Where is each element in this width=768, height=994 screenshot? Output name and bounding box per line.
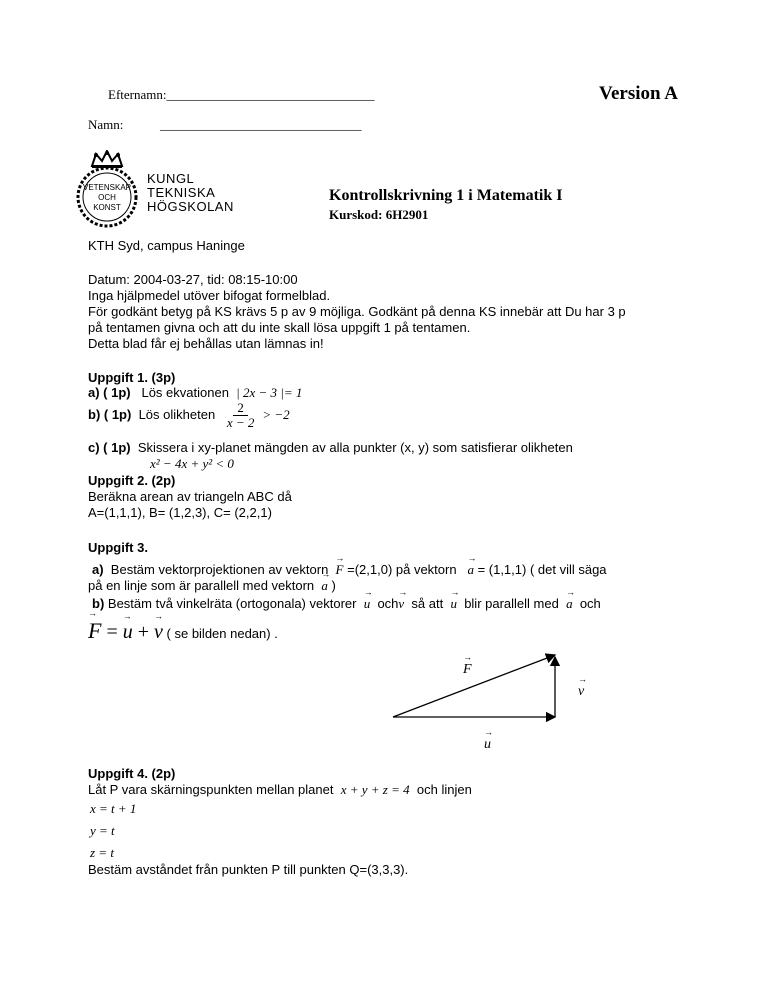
task4-heading: Uppgift 4. (2p) (88, 766, 176, 781)
task2-line1: Beräkna arean av triangeln ABC då (88, 489, 292, 504)
task3-a-line2: på en linje som är parallell med vektorn → a ) (88, 578, 336, 594)
task1-c: c) ( 1p) Skissera i xy-planet mängden av alla punkter (x, y) som satisfierar olikheten (88, 440, 573, 455)
aids-text: Inga hjälpmedel utöver bifogat formelblad. (88, 288, 331, 303)
task3-b-line: b) Bestäm två vinkelräta (ortogonala) vektorer → u och→ v så att → u blir parallell med → a och (92, 596, 601, 612)
task2-line2: A=(1,1,1), B= (1,2,3), C= (2,2,1) (88, 505, 272, 520)
task3-equation: → F = → u + → v ( se bilden nedan) . (88, 617, 278, 645)
task4-eq-y: y = t (90, 823, 115, 838)
task1-a: a) ( 1p) Lös ekvationen | 2x − 3 |= 1 (88, 385, 303, 400)
return-text: Detta blad får ej behållas utan lämnas in! (88, 336, 324, 351)
namn-label: Namn: (88, 117, 124, 132)
namn-line[interactable]: _______________________________ (160, 117, 362, 132)
task1-c-math: x² − 4x + y² < 0 (150, 456, 234, 471)
vector-f-arrow (393, 655, 555, 717)
label-vector-v: → v (578, 682, 584, 701)
efternamn-label: Efternamn:________________________________ (108, 87, 375, 102)
kth-seal-icon (70, 150, 145, 228)
svg-text:VETENSKAP: VETENSKAP (82, 183, 132, 192)
label-vector-F: → F (463, 660, 472, 679)
task2-heading: Uppgift 2. (2p) (88, 473, 176, 488)
kth-wordmark: KUNGL TEKNISKA HÖGSKOLAN (147, 171, 234, 214)
efternamn-line[interactable]: ________________________________ (166, 87, 375, 102)
date-text: Datum: 2004-03-27, tid: 08:15-10:00 (88, 272, 298, 287)
course-code: Kurskod: 6H2901 (329, 207, 429, 222)
task1-heading: Uppgift 1. (3p) (88, 370, 176, 385)
svg-text:KONST: KONST (93, 203, 121, 212)
task4-eq-x: x = t + 1 (90, 801, 137, 816)
task3-a-line1: a) Bestäm vektorprojektionen av vektorn → F =(2,1,0) på vektorn → a = (1,1,1) ( det vill säga (92, 562, 607, 578)
version-label: Version A (599, 83, 679, 104)
task3-heading: Uppgift 3. (88, 540, 148, 555)
svg-text:OCH: OCH (98, 193, 116, 202)
label-vector-u: → u (484, 735, 491, 754)
task1-b: b) ( 1p) Lös olikheten $\frac{2}{x - 2}$ > −2 (88, 400, 290, 430)
task4-eq-z: z = t (90, 845, 114, 860)
task4-line2: Bestäm avståndet från punkten P till punkten Q=(3,3,3). (88, 862, 409, 877)
location-text: KTH Syd, campus Haninge (88, 238, 245, 253)
task4-line1: Låt P vara skärningspunkten mellan planet x + y + z = 4 och linjen (88, 782, 472, 797)
grading-text-2: på tentamen givna och att du inte skall lösa uppgift 1 på tentamen. (88, 320, 471, 335)
grading-text-1: För godkänt betyg på KS krävs 5 p av 9 möjliga. Godkänt på denna KS innebär att Du har 3 p (88, 304, 626, 319)
page-title: Kontrollskrivning 1 i Matematik I (329, 187, 563, 204)
